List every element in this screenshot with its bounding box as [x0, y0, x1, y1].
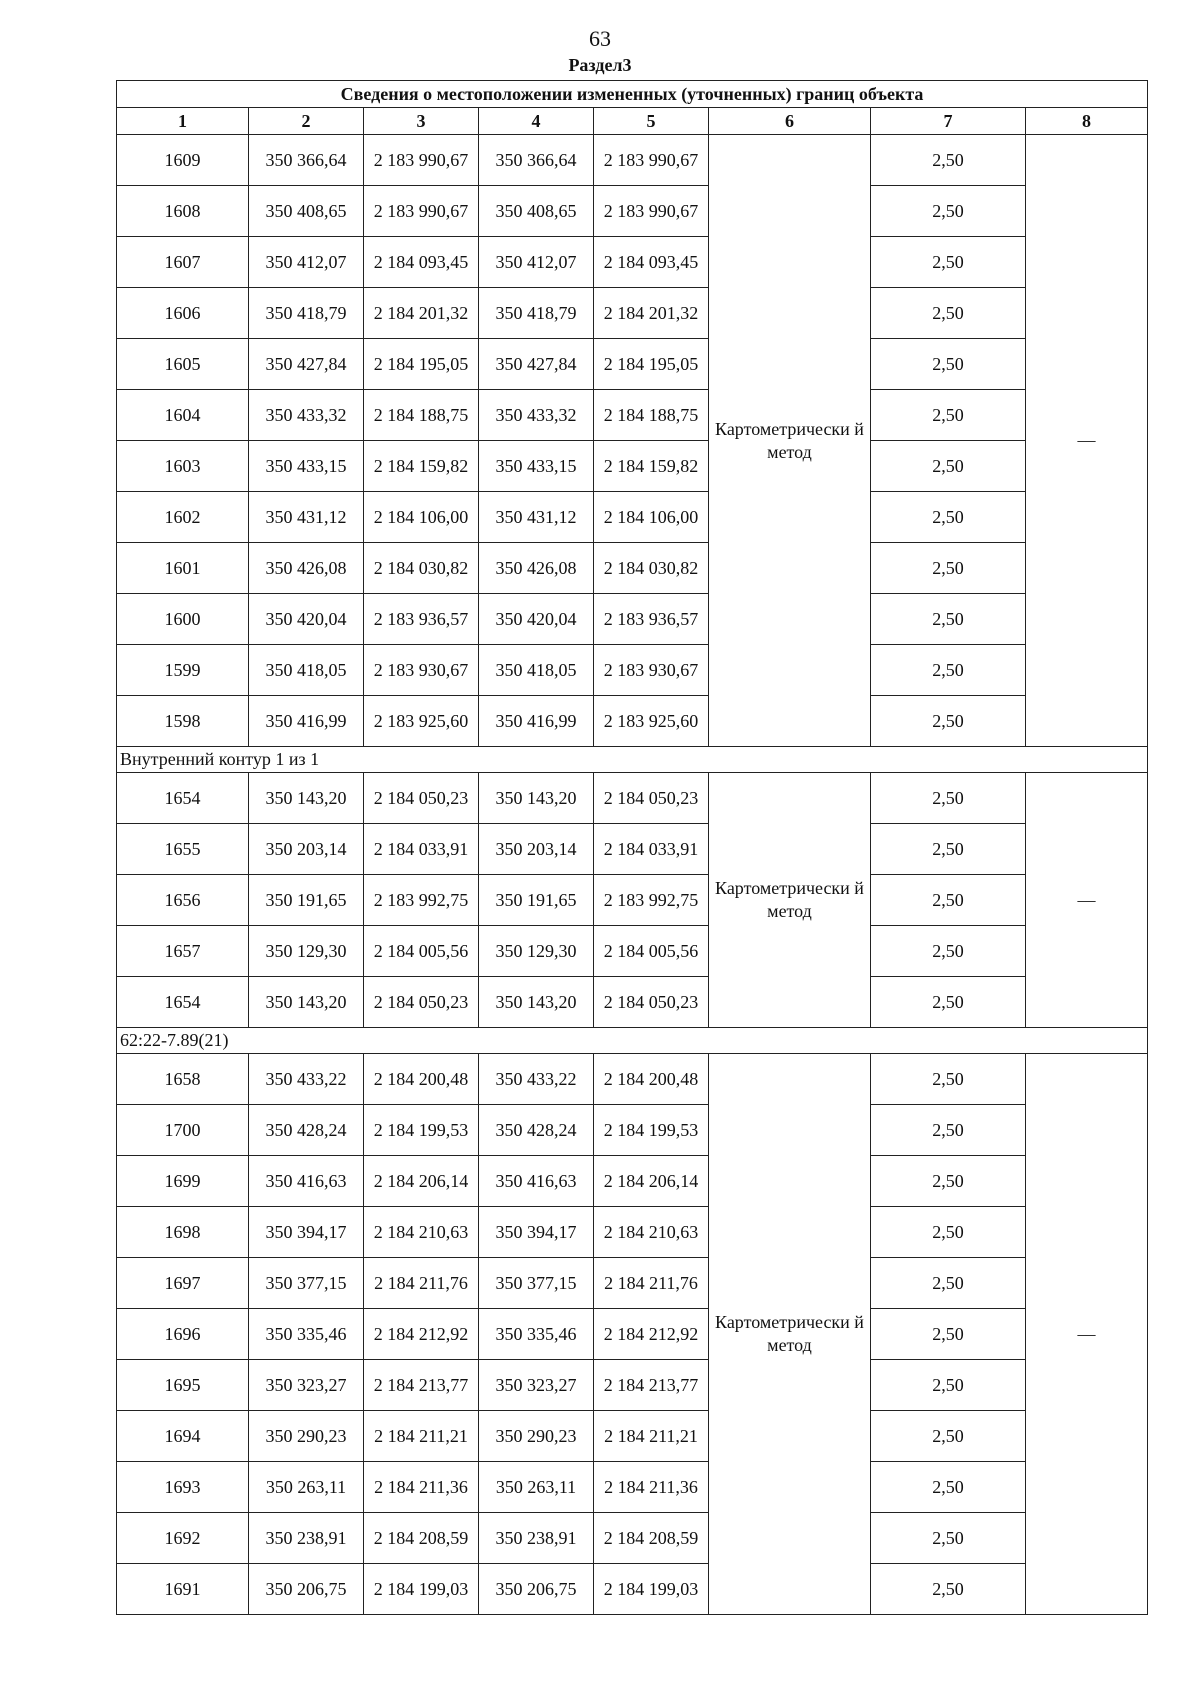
y-new-cell: 2 184 030,82 [594, 543, 709, 594]
accuracy-cell: 2,50 [871, 237, 1026, 288]
y-old-cell: 2 184 159,82 [364, 441, 479, 492]
x-old-cell: 350 420,04 [249, 594, 364, 645]
x-old-cell: 350 416,63 [249, 1156, 364, 1207]
group-label: 62:22-7.89(21) [117, 1028, 1148, 1054]
note-cell: — [1026, 773, 1148, 1028]
x-old-cell: 350 418,05 [249, 645, 364, 696]
point-number-cell: 1609 [117, 135, 249, 186]
accuracy-cell: 2,50 [871, 1309, 1026, 1360]
point-number-cell: 1657 [117, 926, 249, 977]
x-old-cell: 350 129,30 [249, 926, 364, 977]
x-old-cell: 350 412,07 [249, 237, 364, 288]
y-new-cell: 2 184 213,77 [594, 1360, 709, 1411]
y-old-cell: 2 184 213,77 [364, 1360, 479, 1411]
x-new-cell: 350 433,22 [479, 1054, 594, 1105]
table-row [117, 594, 1148, 645]
x-old-cell: 350 426,08 [249, 543, 364, 594]
table-row [117, 492, 1148, 543]
y-new-cell: 2 184 210,63 [594, 1207, 709, 1258]
y-new-cell: 2 184 033,91 [594, 824, 709, 875]
x-old-cell: 350 206,75 [249, 1564, 364, 1615]
table-row [117, 1207, 1148, 1258]
y-new-cell: 2 184 005,56 [594, 926, 709, 977]
accuracy-cell: 2,50 [871, 1105, 1026, 1156]
group-label: Внутренний контур 1 из 1 [117, 747, 1148, 773]
x-old-cell: 350 428,24 [249, 1105, 364, 1156]
y-old-cell: 2 184 210,63 [364, 1207, 479, 1258]
y-new-cell: 2 183 936,57 [594, 594, 709, 645]
y-old-cell: 2 184 201,32 [364, 288, 479, 339]
point-number-cell: 1599 [117, 645, 249, 696]
x-new-cell: 350 418,05 [479, 645, 594, 696]
x-old-cell: 350 290,23 [249, 1411, 364, 1462]
x-old-cell: 350 143,20 [249, 773, 364, 824]
y-new-cell: 2 184 206,14 [594, 1156, 709, 1207]
table-row [117, 1309, 1148, 1360]
accuracy-cell: 2,50 [871, 1258, 1026, 1309]
y-new-cell: 2 184 201,32 [594, 288, 709, 339]
y-new-cell: 2 183 930,67 [594, 645, 709, 696]
x-old-cell: 350 238,91 [249, 1513, 364, 1564]
table-row [117, 645, 1148, 696]
point-number-cell: 1696 [117, 1309, 249, 1360]
accuracy-cell: 2,50 [871, 1411, 1026, 1462]
accuracy-cell: 2,50 [871, 339, 1026, 390]
y-new-cell: 2 184 199,03 [594, 1564, 709, 1615]
point-number-cell: 1656 [117, 875, 249, 926]
accuracy-cell: 2,50 [871, 288, 1026, 339]
accuracy-cell: 2,50 [871, 824, 1026, 875]
accuracy-cell: 2,50 [871, 875, 1026, 926]
y-old-cell: 2 183 925,60 [364, 696, 479, 747]
table-row [117, 441, 1148, 492]
y-old-cell: 2 184 050,23 [364, 773, 479, 824]
point-number-cell: 1658 [117, 1054, 249, 1105]
y-new-cell: 2 184 211,36 [594, 1462, 709, 1513]
table-row [117, 1513, 1148, 1564]
y-old-cell: 2 183 936,57 [364, 594, 479, 645]
accuracy-cell: 2,50 [871, 977, 1026, 1028]
accuracy-cell: 2,50 [871, 773, 1026, 824]
table-row [117, 696, 1148, 747]
y-old-cell: 2 184 208,59 [364, 1513, 479, 1564]
point-number-cell: 1606 [117, 288, 249, 339]
table-row [117, 339, 1148, 390]
y-new-cell: 2 184 199,53 [594, 1105, 709, 1156]
x-old-cell: 350 143,20 [249, 977, 364, 1028]
y-new-cell: 2 184 093,45 [594, 237, 709, 288]
accuracy-cell: 2,50 [871, 1360, 1026, 1411]
x-old-cell: 350 418,79 [249, 288, 364, 339]
boundary-table [116, 80, 1148, 1615]
column-header: 3 [364, 108, 479, 135]
point-number-cell: 1691 [117, 1564, 249, 1615]
x-new-cell: 350 203,14 [479, 824, 594, 875]
column-header: 6 [709, 108, 871, 135]
x-new-cell: 350 427,84 [479, 339, 594, 390]
y-old-cell: 2 184 199,53 [364, 1105, 479, 1156]
y-new-cell: 2 183 990,67 [594, 186, 709, 237]
point-number-cell: 1694 [117, 1411, 249, 1462]
x-new-cell: 350 433,15 [479, 441, 594, 492]
point-number-cell: 1693 [117, 1462, 249, 1513]
accuracy-cell: 2,50 [871, 1462, 1026, 1513]
table-row [117, 135, 1148, 186]
x-new-cell: 350 143,20 [479, 773, 594, 824]
y-old-cell: 2 184 211,21 [364, 1411, 479, 1462]
y-old-cell: 2 183 990,67 [364, 186, 479, 237]
x-new-cell: 350 206,75 [479, 1564, 594, 1615]
y-old-cell: 2 183 992,75 [364, 875, 479, 926]
y-old-cell: 2 184 195,05 [364, 339, 479, 390]
table-caption: Сведения о местоположении измененных (уточненных) границ объекта [117, 81, 1148, 108]
point-number-cell: 1655 [117, 824, 249, 875]
y-old-cell: 2 184 093,45 [364, 237, 479, 288]
x-old-cell: 350 191,65 [249, 875, 364, 926]
x-old-cell: 350 263,11 [249, 1462, 364, 1513]
x-old-cell: 350 203,14 [249, 824, 364, 875]
table-row [117, 773, 1148, 824]
x-new-cell: 350 426,08 [479, 543, 594, 594]
x-old-cell: 350 377,15 [249, 1258, 364, 1309]
accuracy-cell: 2,50 [871, 1156, 1026, 1207]
x-old-cell: 350 394,17 [249, 1207, 364, 1258]
y-old-cell: 2 184 211,36 [364, 1462, 479, 1513]
column-header: 1 [117, 108, 249, 135]
table-body [117, 135, 1148, 1615]
y-old-cell: 2 184 005,56 [364, 926, 479, 977]
y-old-cell: 2 184 206,14 [364, 1156, 479, 1207]
x-new-cell: 350 335,46 [479, 1309, 594, 1360]
accuracy-cell: 2,50 [871, 390, 1026, 441]
x-old-cell: 350 433,15 [249, 441, 364, 492]
y-new-cell: 2 184 200,48 [594, 1054, 709, 1105]
x-old-cell: 350 323,27 [249, 1360, 364, 1411]
section-title: Раздел3 [568, 55, 632, 75]
page-number: 63 [589, 26, 611, 51]
y-new-cell: 2 184 212,92 [594, 1309, 709, 1360]
point-number-cell: 1654 [117, 773, 249, 824]
table-row [117, 543, 1148, 594]
point-number-cell: 1598 [117, 696, 249, 747]
point-number-cell: 1605 [117, 339, 249, 390]
note-cell: — [1026, 135, 1148, 747]
x-old-cell: 350 416,99 [249, 696, 364, 747]
x-new-cell: 350 431,12 [479, 492, 594, 543]
accuracy-cell: 2,50 [871, 135, 1026, 186]
point-number-cell: 1700 [117, 1105, 249, 1156]
x-new-cell: 350 416,99 [479, 696, 594, 747]
table-row [117, 875, 1148, 926]
accuracy-cell: 2,50 [871, 543, 1026, 594]
x-new-cell: 350 191,65 [479, 875, 594, 926]
x-new-cell: 350 143,20 [479, 977, 594, 1028]
x-new-cell: 350 412,07 [479, 237, 594, 288]
accuracy-cell: 2,50 [871, 186, 1026, 237]
table-row [117, 1564, 1148, 1615]
point-number-cell: 1601 [117, 543, 249, 594]
point-number-cell: 1600 [117, 594, 249, 645]
x-new-cell: 350 129,30 [479, 926, 594, 977]
y-new-cell: 2 184 050,23 [594, 977, 709, 1028]
accuracy-cell: 2,50 [871, 1564, 1026, 1615]
table-row [117, 977, 1148, 1028]
table-row [117, 824, 1148, 875]
x-old-cell: 350 433,22 [249, 1054, 364, 1105]
y-new-cell: 2 183 990,67 [594, 135, 709, 186]
x-old-cell: 350 427,84 [249, 339, 364, 390]
y-old-cell: 2 184 188,75 [364, 390, 479, 441]
y-new-cell: 2 184 211,21 [594, 1411, 709, 1462]
column-header: 2 [249, 108, 364, 135]
y-new-cell: 2 184 159,82 [594, 441, 709, 492]
column-header: 8 [1026, 108, 1148, 135]
table-row [117, 926, 1148, 977]
table-row [117, 237, 1148, 288]
group-label-row [117, 747, 1148, 773]
x-old-cell: 350 431,12 [249, 492, 364, 543]
table-row [117, 1156, 1148, 1207]
table-row [117, 1462, 1148, 1513]
y-old-cell: 2 184 212,92 [364, 1309, 479, 1360]
y-old-cell: 2 184 199,03 [364, 1564, 479, 1615]
accuracy-cell: 2,50 [871, 441, 1026, 492]
point-number-cell: 1697 [117, 1258, 249, 1309]
y-new-cell: 2 184 050,23 [594, 773, 709, 824]
x-new-cell: 350 366,64 [479, 135, 594, 186]
method-cell: Картометрически й метод [709, 773, 871, 1028]
y-old-cell: 2 184 030,82 [364, 543, 479, 594]
y-old-cell: 2 183 930,67 [364, 645, 479, 696]
point-number-cell: 1602 [117, 492, 249, 543]
x-old-cell: 350 408,65 [249, 186, 364, 237]
x-new-cell: 350 377,15 [479, 1258, 594, 1309]
x-new-cell: 350 290,23 [479, 1411, 594, 1462]
accuracy-cell: 2,50 [871, 696, 1026, 747]
accuracy-cell: 2,50 [871, 594, 1026, 645]
x-new-cell: 350 416,63 [479, 1156, 594, 1207]
column-header: 7 [871, 108, 1026, 135]
table-row [117, 390, 1148, 441]
y-new-cell: 2 184 106,00 [594, 492, 709, 543]
point-number-cell: 1603 [117, 441, 249, 492]
point-number-cell: 1692 [117, 1513, 249, 1564]
method-cell: Картометрически й метод [709, 1054, 871, 1615]
x-new-cell: 350 394,17 [479, 1207, 594, 1258]
y-old-cell: 2 184 050,23 [364, 977, 479, 1028]
x-new-cell: 350 323,27 [479, 1360, 594, 1411]
table-row [117, 1411, 1148, 1462]
column-header: 5 [594, 108, 709, 135]
column-header: 4 [479, 108, 594, 135]
y-old-cell: 2 184 033,91 [364, 824, 479, 875]
note-cell: — [1026, 1054, 1148, 1615]
point-number-cell: 1607 [117, 237, 249, 288]
y-old-cell: 2 184 106,00 [364, 492, 479, 543]
y-new-cell: 2 184 195,05 [594, 339, 709, 390]
y-new-cell: 2 184 211,76 [594, 1258, 709, 1309]
column-header-row [117, 108, 1148, 135]
y-new-cell: 2 184 188,75 [594, 390, 709, 441]
y-new-cell: 2 183 992,75 [594, 875, 709, 926]
table-row [117, 288, 1148, 339]
x-old-cell: 350 433,32 [249, 390, 364, 441]
table-row [117, 1054, 1148, 1105]
x-new-cell: 350 433,32 [479, 390, 594, 441]
x-new-cell: 350 238,91 [479, 1513, 594, 1564]
table-row [117, 1360, 1148, 1411]
point-number-cell: 1604 [117, 390, 249, 441]
y-old-cell: 2 184 211,76 [364, 1258, 479, 1309]
accuracy-cell: 2,50 [871, 645, 1026, 696]
method-cell: Картометрически й метод [709, 135, 871, 747]
accuracy-cell: 2,50 [871, 492, 1026, 543]
y-new-cell: 2 183 925,60 [594, 696, 709, 747]
table-row [117, 1258, 1148, 1309]
x-new-cell: 350 420,04 [479, 594, 594, 645]
accuracy-cell: 2,50 [871, 926, 1026, 977]
point-number-cell: 1608 [117, 186, 249, 237]
group-label-row [117, 1028, 1148, 1054]
table-row [117, 186, 1148, 237]
x-new-cell: 350 418,79 [479, 288, 594, 339]
table-row [117, 1105, 1148, 1156]
accuracy-cell: 2,50 [871, 1054, 1026, 1105]
x-old-cell: 350 366,64 [249, 135, 364, 186]
y-new-cell: 2 184 208,59 [594, 1513, 709, 1564]
point-number-cell: 1654 [117, 977, 249, 1028]
point-number-cell: 1695 [117, 1360, 249, 1411]
x-new-cell: 350 428,24 [479, 1105, 594, 1156]
x-old-cell: 350 335,46 [249, 1309, 364, 1360]
accuracy-cell: 2,50 [871, 1207, 1026, 1258]
x-new-cell: 350 408,65 [479, 186, 594, 237]
y-old-cell: 2 183 990,67 [364, 135, 479, 186]
x-new-cell: 350 263,11 [479, 1462, 594, 1513]
point-number-cell: 1698 [117, 1207, 249, 1258]
y-old-cell: 2 184 200,48 [364, 1054, 479, 1105]
point-number-cell: 1699 [117, 1156, 249, 1207]
accuracy-cell: 2,50 [871, 1513, 1026, 1564]
